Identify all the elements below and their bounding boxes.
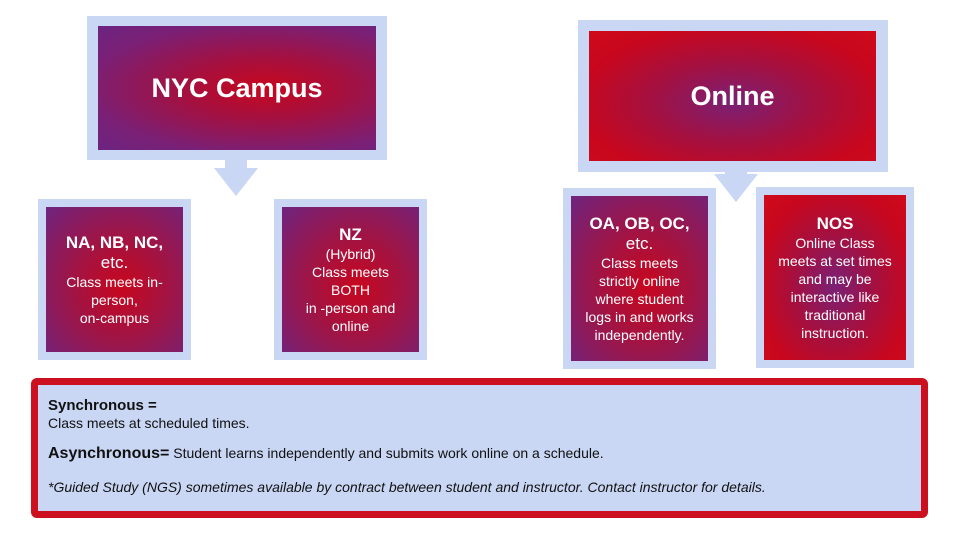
async-row xyxy=(48,445,911,463)
oa-line1: Class meets xyxy=(600,254,679,271)
na-line3: on-campus xyxy=(79,309,150,326)
async-term: Asynchronous= xyxy=(48,445,170,462)
nz-line5: online xyxy=(331,317,370,334)
nz-line4: in -person and xyxy=(305,299,396,316)
nos-line1: Online Class xyxy=(795,234,875,251)
nos-line3: and may be xyxy=(798,270,872,287)
sync-definition: Class meets at scheduled times. xyxy=(48,415,250,431)
oa-box xyxy=(571,196,708,361)
na-line2: person, xyxy=(91,291,138,308)
nz-line1: (Hybrid) xyxy=(325,245,376,262)
online-box xyxy=(589,31,876,161)
nos-line2: meets at set times xyxy=(778,252,892,269)
oa-line2: strictly online xyxy=(599,272,680,289)
nos-line6: instruction. xyxy=(801,324,869,341)
nos-box xyxy=(764,195,906,360)
nyc-campus-title: NYC Campus xyxy=(151,72,323,103)
oa-line4: logs in and works xyxy=(585,308,694,325)
nyc-campus-box xyxy=(98,26,376,150)
na-codes: NA, NB, NC, xyxy=(65,232,164,252)
nz-box xyxy=(282,207,419,352)
async-definition: Student learns independently and submits work online on a schedule. xyxy=(169,445,604,461)
oa-line5: independently. xyxy=(594,326,685,343)
sync-term: Synchronous = xyxy=(48,397,157,414)
nos-line5: traditional xyxy=(804,306,866,323)
nyc-down-arrow xyxy=(214,168,258,196)
nz-code: NZ xyxy=(339,224,362,244)
online-title: Online xyxy=(690,80,775,111)
oa-etc: etc. xyxy=(625,233,654,253)
nz-line2: Class meets xyxy=(311,263,390,280)
guided-study-note: *Guided Study (NGS) sometimes available by contract between student and instructor. Contact instructor for details. xyxy=(48,479,766,495)
nos-code: NOS xyxy=(816,213,854,233)
legend-box xyxy=(31,378,928,518)
na-box xyxy=(46,207,183,352)
nos-line4: interactive like xyxy=(790,288,880,305)
nz-line3: BOTH xyxy=(331,281,370,298)
oa-codes: OA, OB, OC, xyxy=(589,213,690,233)
na-etc: etc. xyxy=(100,252,129,272)
oa-line3: where student xyxy=(595,290,684,307)
online-down-arrow xyxy=(714,174,758,202)
na-line1: Class meets in- xyxy=(66,273,163,290)
